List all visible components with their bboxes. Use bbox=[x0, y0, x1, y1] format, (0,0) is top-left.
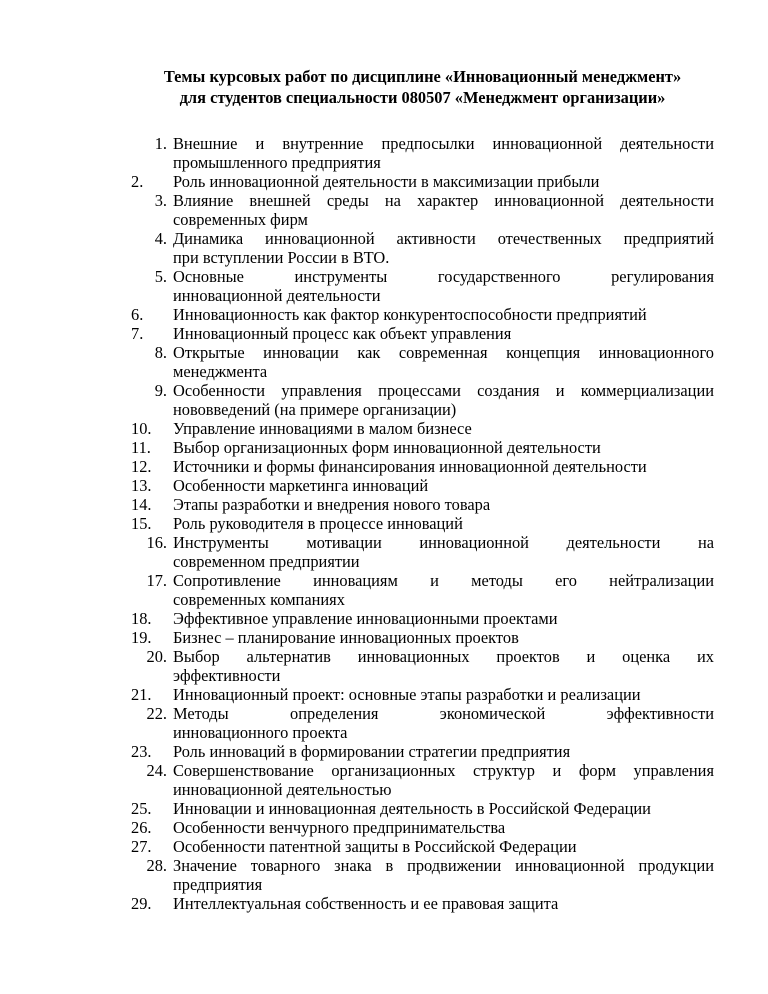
topic-text: Эффективное управление инновационными проектами bbox=[173, 609, 558, 628]
document-title bbox=[131, 66, 714, 108]
topic-text: Роль руководителя в процессе инноваций bbox=[173, 514, 463, 533]
topic-item bbox=[131, 419, 714, 438]
topic-number: 18. bbox=[131, 609, 152, 628]
topic-text: Сопротивление инновациям и методы его нейтрализации bbox=[173, 571, 714, 590]
topic-item bbox=[131, 894, 714, 913]
topic-number: 23. bbox=[131, 742, 152, 761]
topic-item bbox=[131, 438, 714, 457]
topic-text: Динамика инновационной активности отечественных предприятий bbox=[173, 229, 714, 248]
topic-text: Основные инструменты государственного регулирования bbox=[173, 267, 714, 286]
topic-number: 7. bbox=[131, 324, 144, 343]
topic-text: Инновационность как фактор конкурентоспособности предприятий bbox=[173, 305, 647, 324]
topic-item bbox=[131, 685, 714, 704]
topic-text: Выбор альтернатив инновационных проектов и оценка их bbox=[173, 647, 714, 666]
topic-number: 15. bbox=[131, 514, 152, 533]
topic-item bbox=[131, 495, 714, 514]
topic-text-continued: инновационной деятельности bbox=[173, 286, 381, 305]
topic-number: 21. bbox=[131, 685, 152, 704]
topic-number: 19. bbox=[131, 628, 152, 647]
topic-number: 24. bbox=[146, 761, 167, 780]
topic-item bbox=[131, 837, 714, 856]
topic-item bbox=[131, 761, 714, 799]
topic-text: Особенности венчурного предпринимательства bbox=[173, 818, 506, 837]
topic-text: Этапы разработки и внедрения нового товара bbox=[173, 495, 491, 514]
topic-number: 16. bbox=[146, 533, 167, 552]
topic-number: 28. bbox=[146, 856, 167, 875]
topic-item bbox=[131, 799, 714, 818]
topic-text-continued: при вступлении России в ВТО. bbox=[173, 248, 390, 267]
topic-text: Инновационный процесс как объект управления bbox=[173, 324, 512, 343]
topic-item bbox=[131, 324, 714, 343]
topic-text: Инструменты мотивации инновационной деятельности на bbox=[173, 533, 714, 552]
topic-text: Управление инновациями в малом бизнесе bbox=[173, 419, 472, 438]
topic-item bbox=[131, 229, 714, 267]
topic-number: 14. bbox=[131, 495, 152, 514]
topic-text: Совершенствование организационных структур и форм управления bbox=[173, 761, 714, 780]
topic-text-continued: инновационного проекта bbox=[173, 723, 348, 742]
topic-item bbox=[131, 191, 714, 229]
topic-item bbox=[131, 856, 714, 894]
topic-number: 11. bbox=[131, 438, 151, 457]
topic-number: 5. bbox=[154, 267, 167, 286]
topic-number: 12. bbox=[131, 457, 152, 476]
topic-number: 13. bbox=[131, 476, 152, 495]
topic-number: 20. bbox=[146, 647, 167, 666]
topic-text: Методы определения экономической эффективности bbox=[173, 704, 714, 723]
topic-item bbox=[131, 647, 714, 685]
topic-item bbox=[131, 609, 714, 628]
topic-text-continued: нововведений (на примере организации) bbox=[173, 400, 457, 419]
topic-item bbox=[131, 514, 714, 533]
topic-text-continued: современном предприятии bbox=[173, 552, 360, 571]
topic-number: 17. bbox=[146, 571, 167, 590]
topic-item bbox=[131, 457, 714, 476]
topic-number: 2. bbox=[131, 172, 144, 191]
topic-text: Инновации и инновационная деятельность в Российской Федерации bbox=[173, 799, 651, 818]
topic-text: Роль инноваций в формировании стратегии предприятия bbox=[173, 742, 571, 761]
topic-text: Влияние внешней среды на характер инновационной деятельности bbox=[173, 191, 714, 210]
topic-item bbox=[131, 172, 714, 191]
topic-number: 8. bbox=[154, 343, 167, 362]
topic-number: 6. bbox=[131, 305, 144, 324]
topic-number: 25. bbox=[131, 799, 152, 818]
topic-text: Интеллектуальная собственность и ее правовая защита bbox=[173, 894, 559, 913]
topic-text-continued: современных фирм bbox=[173, 210, 308, 229]
topic-text: Источники и формы финансирования инновационной деятельности bbox=[173, 457, 647, 476]
topic-text-continued: промышленного предприятия bbox=[173, 153, 381, 172]
topic-item bbox=[131, 267, 714, 305]
title-line-2: для студентов специальности 080507 «Менеджмент организации» bbox=[179, 88, 666, 107]
topic-number: 22. bbox=[146, 704, 167, 723]
topic-item bbox=[131, 533, 714, 571]
title-line-1: Темы курсовых работ по дисциплине «Инновационный менеджмент» bbox=[163, 67, 682, 86]
topic-text-continued: менеджмента bbox=[173, 362, 268, 381]
topic-text-continued: эффективности bbox=[173, 666, 281, 685]
topic-number: 27. bbox=[131, 837, 152, 856]
topic-text-continued: современных компаниях bbox=[173, 590, 345, 609]
topic-item bbox=[131, 476, 714, 495]
topic-item bbox=[131, 742, 714, 761]
topic-list bbox=[131, 134, 714, 913]
topic-number: 1. bbox=[154, 134, 167, 153]
topic-text: Особенности маркетинга инноваций bbox=[173, 476, 429, 495]
topic-text: Значение товарного знака в продвижении инновационной продукции bbox=[173, 856, 714, 875]
topic-text: Открытые инновации как современная концепция инновационного bbox=[173, 343, 714, 362]
topic-number: 9. bbox=[154, 381, 167, 400]
topic-item bbox=[131, 343, 714, 381]
topic-item bbox=[131, 134, 714, 172]
topic-text: Особенности патентной защиты в Российской Федерации bbox=[173, 837, 577, 856]
topic-number: 26. bbox=[131, 818, 152, 837]
topic-text-continued: инновационной деятельностью bbox=[173, 780, 392, 799]
topic-item bbox=[131, 818, 714, 837]
topic-text: Выбор организационных форм инновационной деятельности bbox=[173, 438, 601, 457]
topic-item bbox=[131, 305, 714, 324]
topic-text: Инновационный проект: основные этапы разработки и реализации bbox=[173, 685, 641, 704]
topic-number: 10. bbox=[131, 419, 152, 438]
topic-text: Роль инновационной деятельности в максимизации прибыли bbox=[173, 172, 600, 191]
topic-text: Внешние и внутренние предпосылки инновационной деятельности bbox=[173, 134, 714, 153]
topic-number: 29. bbox=[131, 894, 152, 913]
topic-text-continued: предприятия bbox=[173, 875, 263, 894]
topic-text: Бизнес – планирование инновационных проектов bbox=[173, 628, 519, 647]
topic-item bbox=[131, 381, 714, 419]
topic-item bbox=[131, 704, 714, 742]
topic-number: 3. bbox=[154, 191, 167, 210]
topic-text: Особенности управления процессами создания и коммерциализации bbox=[173, 381, 714, 400]
topic-number: 4. bbox=[154, 229, 167, 248]
topic-item bbox=[131, 628, 714, 647]
topic-item bbox=[131, 571, 714, 609]
